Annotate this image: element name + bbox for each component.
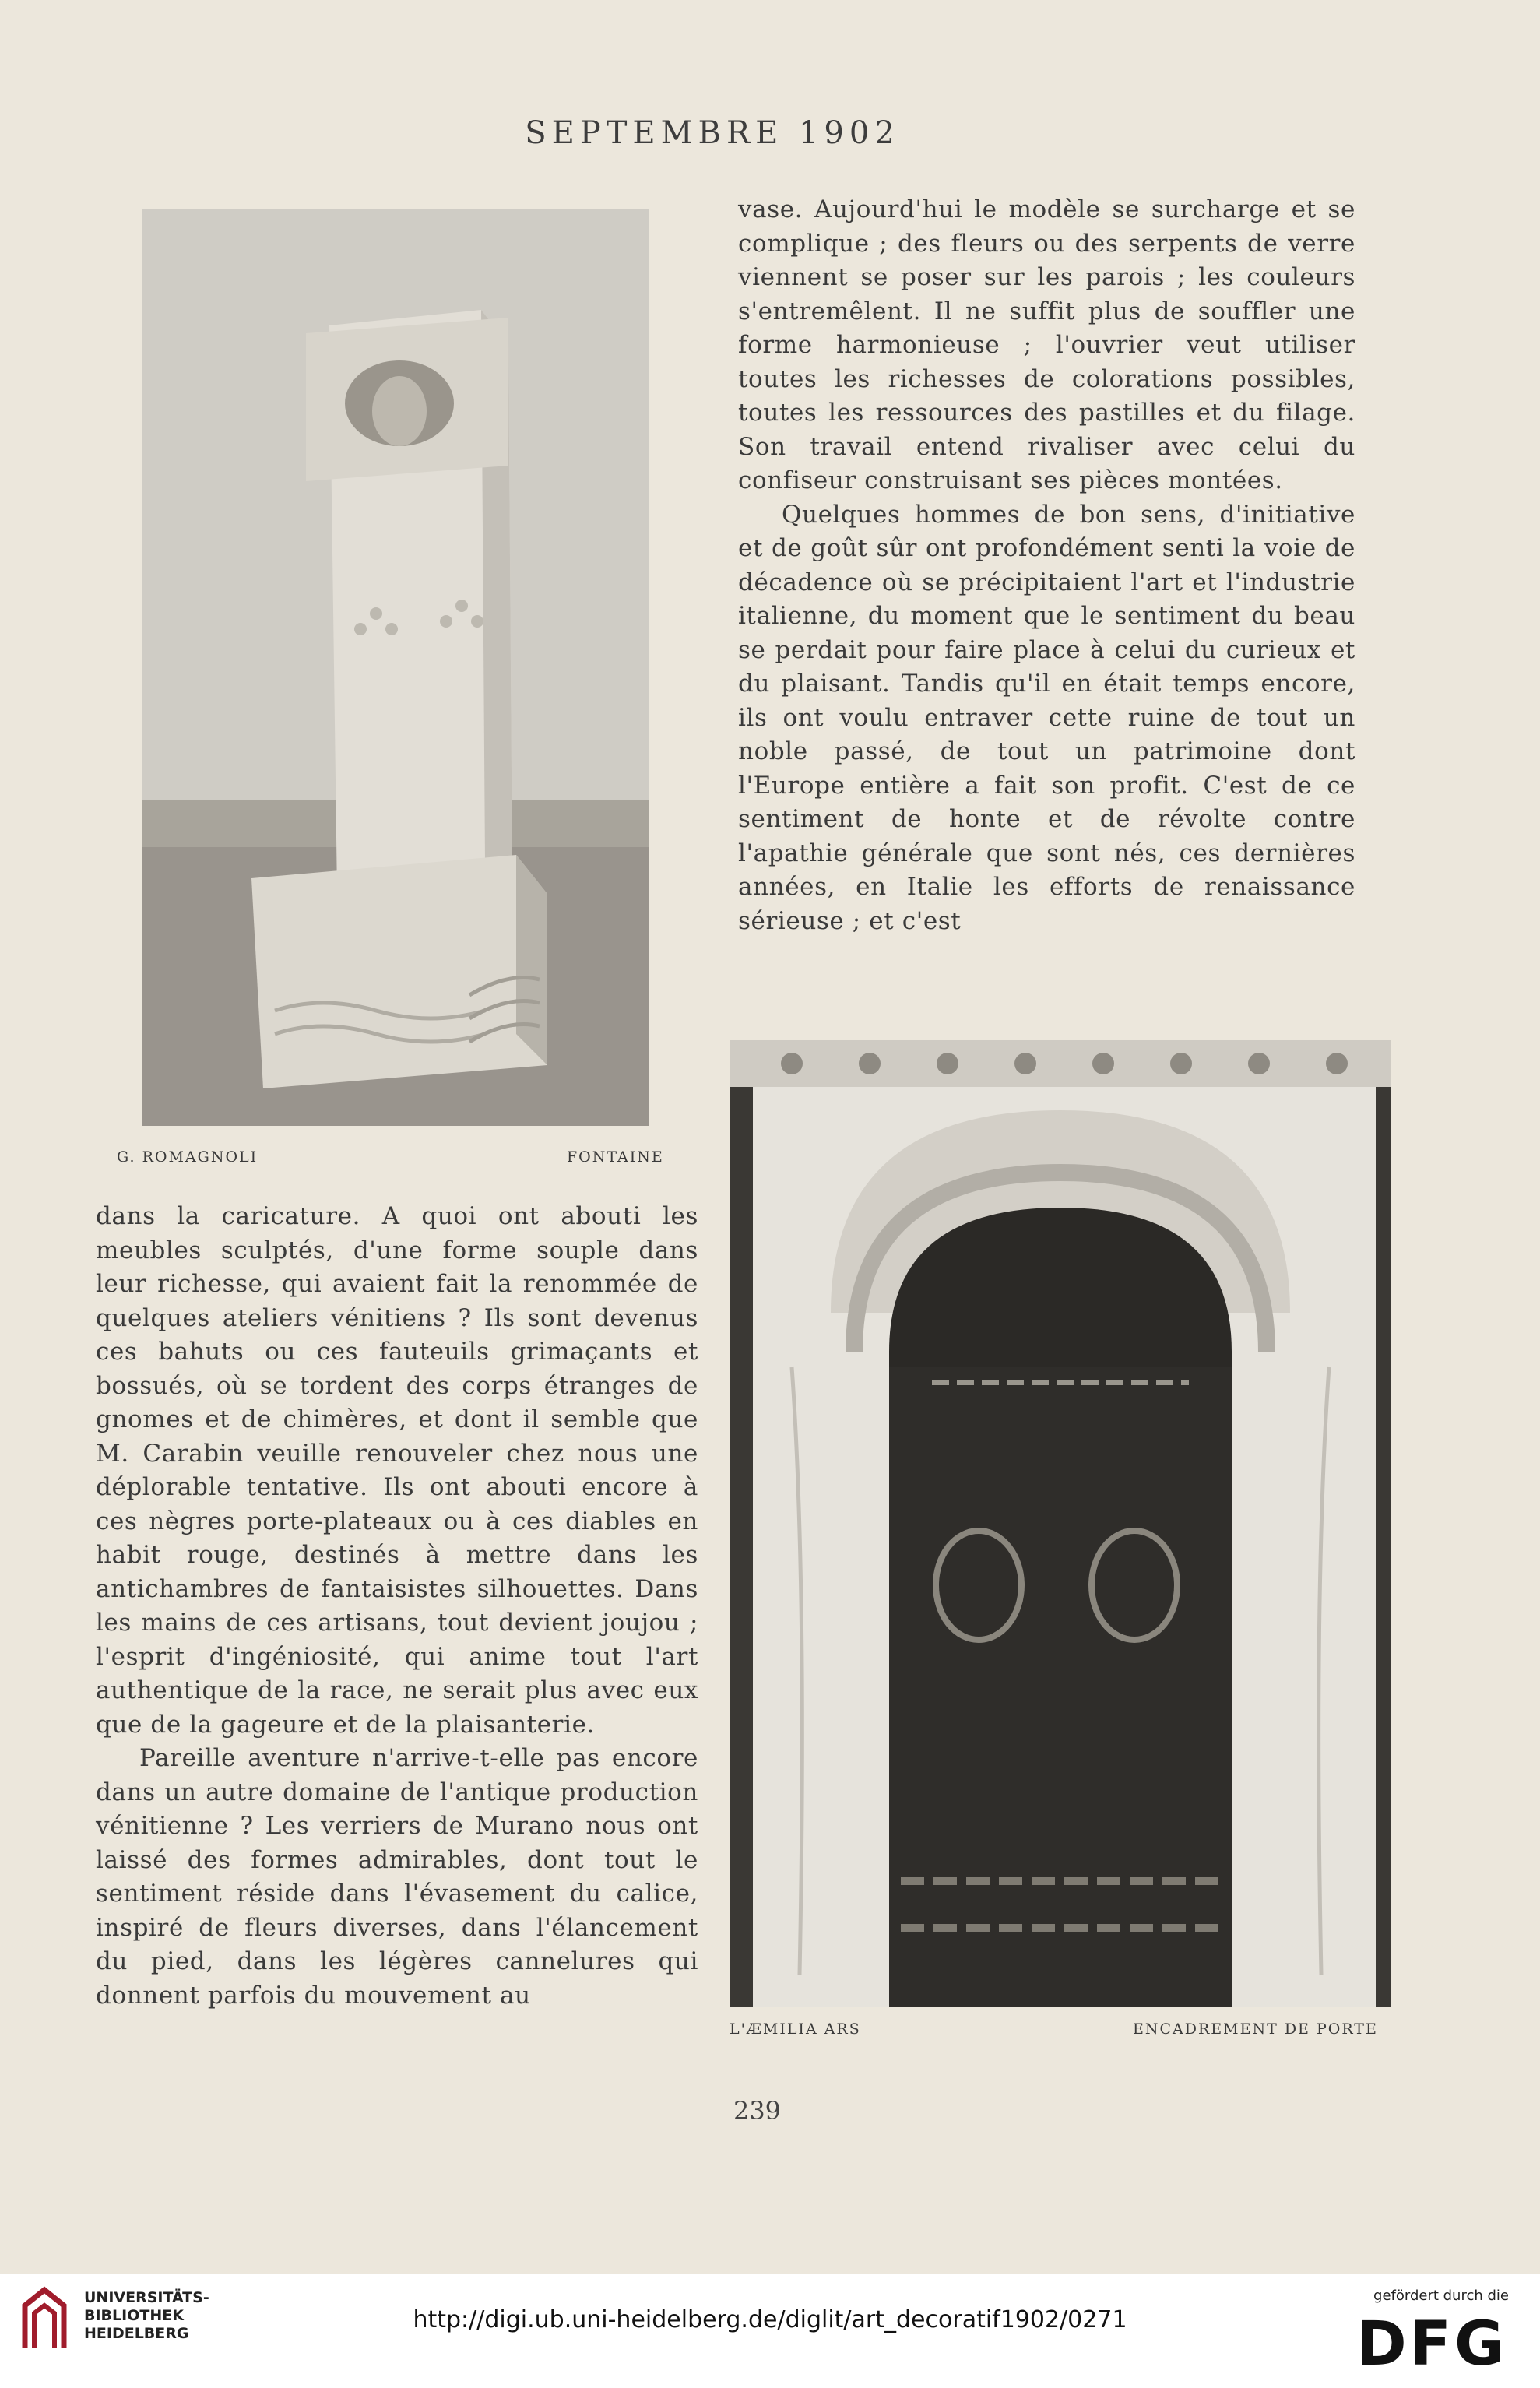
fountain-photo — [142, 209, 649, 1126]
paragraph: dans la caricature. A quoi ont abouti les meubles sculptés, d'une forme souple dans leur richesse, qui avaient fait la renommée de quelques ateliers vénitiens ? Ils sont devenus ces bahuts ou ces fauteuils grimaçants et bossués, où se tordent des corps étranges de gnomes et de chimères, et dont il semble que M. Carabin veuille renouveler chez nous une déplorable tentative. Ils ont abouti encore à ces nègres porte-plateaux ou à ces diables en habit rouge, destinés à mettre dans les antichambres de fantaisistes silhouettes. Dans les mains de ces artisans, tout devient joujou ; l'esprit d'ingéniosité, qui anime tout l'art authentique de la race, ne serait plus avec eux que de la gageure et de la plaisanterie. — [96, 1202, 698, 1739]
running-header: SEPTEMBRE 1902 — [525, 115, 900, 151]
page-number: 239 — [733, 2096, 782, 2126]
source-url-link[interactable]: http://digi.ub.uni-heidelberg.de/diglit/art_decoratif1902/0271 — [413, 2306, 1127, 2333]
door-caption-title: ENCADREMENT DE PORTE — [1133, 2020, 1378, 2038]
funded-by-label: gefördert durch die — [1373, 2288, 1509, 2304]
dfg-logo: DFG — [1355, 2309, 1507, 2379]
fountain-caption-title: FONTAINE — [567, 1148, 664, 1166]
right-column-text — [738, 193, 1355, 938]
left-column-text — [96, 1200, 698, 2013]
library-name: UNIVERSITÄTS- BIBLIOTHEK HEIDELBERG — [84, 2289, 209, 2342]
paragraph: Pareille aventure n'arrive-t-elle pas encore dans un autre domaine de l'antique production vénitienne ? Les verriers de Murano nous ont laissé des formes admirables, dont tout le sentiment réside dans l'évasement du calice, inspiré de fleurs diverses, dans l'élancement du pied, dans les légères cannelures qui donnent parfois du mouvement au — [96, 1744, 698, 2010]
paragraph: vase. Aujourd'hui le modèle se surcharge et se complique ; des fleurs ou des serpents de verre viennent se poser sur les parois ; les couleurs s'entremêlent. Il ne suffit plus de souffler une forme harmonieuse ; l'ouvrier veut utiliser toutes les richesses de colorations possibles, toutes les ressources des pastilles et du filage. Son travail entend rivaliser avec celui du confiseur construisant ses pièces montées. — [738, 195, 1355, 494]
paragraph: Quelques hommes de bon sens, d'initiative et de goût sûr ont profondément senti la voie de décadence où se précipitaient l'art et l'industrie italienne, du moment que le sentiment du beau se perdait pour faire place à celui du curieux et du plaisant. Tandis qu'il en était temps encore, ils ont voulu entraver cette ruine de tout un noble passé, de tout un patrimoine dont l'Europe entière a fait son profit. C'est de ce sentiment de honte et de révolte contre l'apathie générale que sont nés, ces dernières années, en Italie les efforts de renaissance sérieuse ; et c'est — [738, 500, 1355, 935]
door-caption-artist: L'ÆMILIA ARS — [730, 2020, 861, 2038]
door-frame-photo — [730, 1040, 1391, 2007]
fountain-caption-artist: G. ROMAGNOLI — [117, 1148, 258, 1166]
